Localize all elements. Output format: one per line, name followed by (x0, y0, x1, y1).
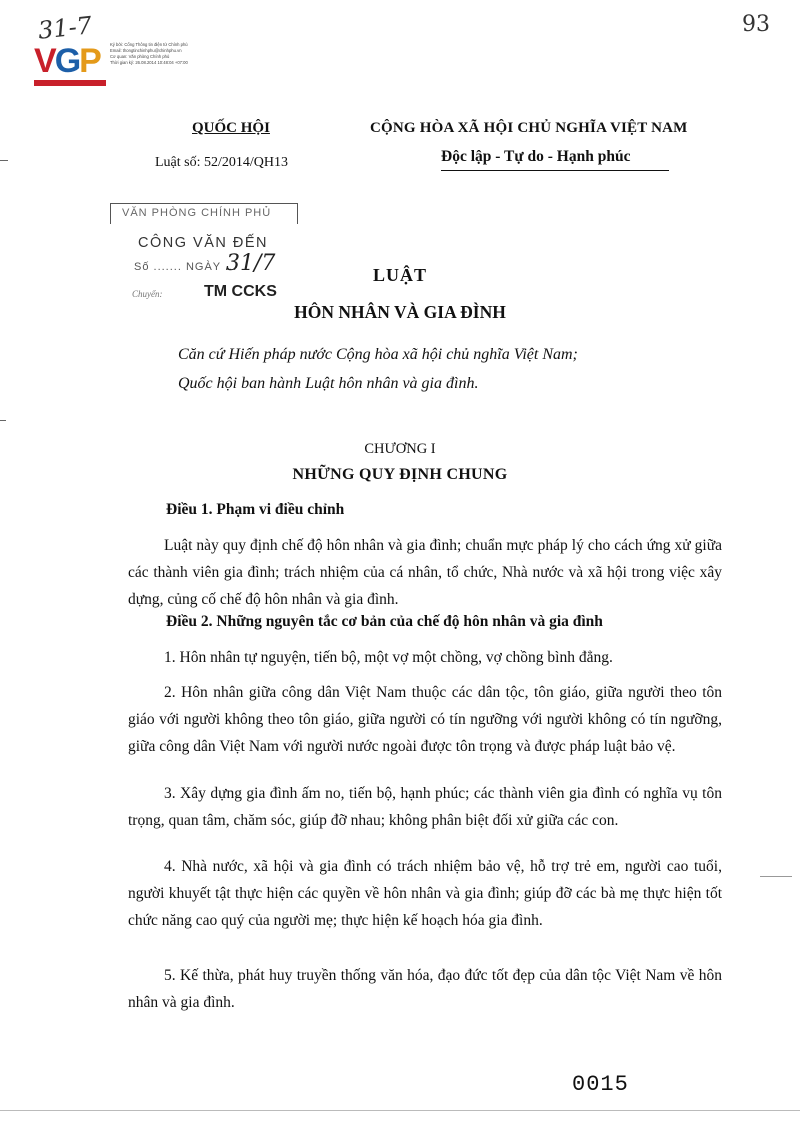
vgp-logo (34, 11, 209, 80)
stamp-transfer-label: Chuyển: (132, 289, 163, 299)
scan-mark (0, 420, 6, 421)
article-paragraph: 3. Xây dựng gia đình ấm no, tiến bộ, hạnh phúc; các thành viên gia đình có nghĩa vụ tôn trọng, quan tâm, chăm sóc, giúp đỡ nhau; không phân biệt đối xử giữa các con. (128, 785, 722, 829)
article-paragraph: 4. Nhà nước, xã hội và gia đình có trách nhiệm bảo vệ, hỗ trợ trẻ em, người cao tuổi, người khuyết tật thực hiện các quyền về hôn nhân và gia đình; giúp đỡ các bà mẹ thực hiện tốt chức năng cao quý của người mẹ; thực hiện kế hoạch hóa gia đình. (128, 858, 722, 929)
scan-mark (760, 876, 792, 877)
issuer: QUỐC HỘI (192, 120, 270, 136)
logo-fineprint (110, 42, 220, 66)
corner-page-number: 93 (742, 12, 770, 37)
page-code: 0015 (572, 1072, 629, 1097)
document-title: HÔN NHÂN VÀ GIA ĐÌNH (294, 302, 506, 322)
article-heading: Điều 2. Những nguyên tắc cơ bản của chế độ hôn nhân và gia đình (166, 613, 603, 630)
logo-fineprint-line: Thời gian ký: 26.08.2014 10:48:04 +07:00 (110, 60, 188, 65)
logo-handwritten-note: 31-7 (36, 11, 94, 45)
nation-name: CỘNG HÒA XÃ HỘI CHỦ NGHĨA VIỆT NAM (370, 120, 688, 136)
scan-mark (0, 1110, 800, 1111)
stamp-date-handwritten: 31/7 (226, 251, 276, 276)
article-paragraph: Luật này quy định chế độ hôn nhân và gia đình; chuẩn mực pháp lý cho cách ứng xử giữa các thành viên gia đình; trách nhiệm của cá nhân, tổ chức, Nhà nước và xã hội trong việc xây dựng, củng cố chế độ hôn nhân và gia đình. (128, 537, 722, 608)
stamp-transfer-handwritten: TM CCKS (204, 283, 277, 300)
chapter-label: CHƯƠNG I (364, 441, 436, 457)
article-paragraph: 1. Hôn nhân tự nguyện, tiến bộ, một vợ một chồng, vợ chồng bình đẳng. (164, 649, 613, 666)
chapter-title: NHỮNG QUY ĐỊNH CHUNG (292, 466, 508, 483)
stamp-date-label: Số ....... NGÀY ... (134, 261, 238, 273)
article-paragraph: 2. Hôn nhân giữa công dân Việt Nam thuộc các dân tộc, tôn giáo, giữa người theo tôn giáo với người không theo tôn giáo, giữa người có tín ngưỡng với người không có tín ngưỡng, giữa công dân Việt Nam với người nước ngoài được tôn trọng và được pháp luật bảo vệ. (128, 684, 722, 755)
logo-fineprint-line: Email: thongtinchinhphu@chinhphu.vn (110, 48, 182, 53)
article-paragraph: 5. Kế thừa, phát huy truyền thống văn hóa, đạo đức tốt đẹp của dân tộc Việt Nam về hôn nhân và gia đình. (128, 967, 722, 1011)
law-number: Luật số: 52/2014/QH13 (155, 155, 288, 170)
vgp-logo-text: VGP (34, 42, 100, 80)
motto: Độc lập - Tự do - Hạnh phúc (441, 148, 631, 165)
document-type: LUẬT (372, 265, 427, 285)
motto-underline (441, 170, 669, 171)
preamble-line: Quốc hội ban hành Luật hôn nhân và gia đình. (178, 375, 479, 392)
logo-bar (34, 80, 106, 86)
logo-fineprint-line: Cơ quan: Văn phòng Chính phủ (110, 54, 170, 59)
preamble-line: Căn cứ Hiến pháp nước Cộng hòa xã hội chủ nghĩa Việt Nam; (178, 346, 578, 363)
scan-mark (0, 160, 8, 161)
logo-fineprint-line: Ký bởi: Cổng Thông tin điện tử Chính phủ (110, 42, 188, 47)
article-heading: Điều 1. Phạm vi điều chỉnh (166, 501, 345, 518)
received-stamp (110, 203, 298, 307)
stamp-received: CÔNG VĂN ĐẾN (138, 235, 268, 251)
stamp-office: VĂN PHÒNG CHÍNH PHỦ (122, 207, 272, 219)
